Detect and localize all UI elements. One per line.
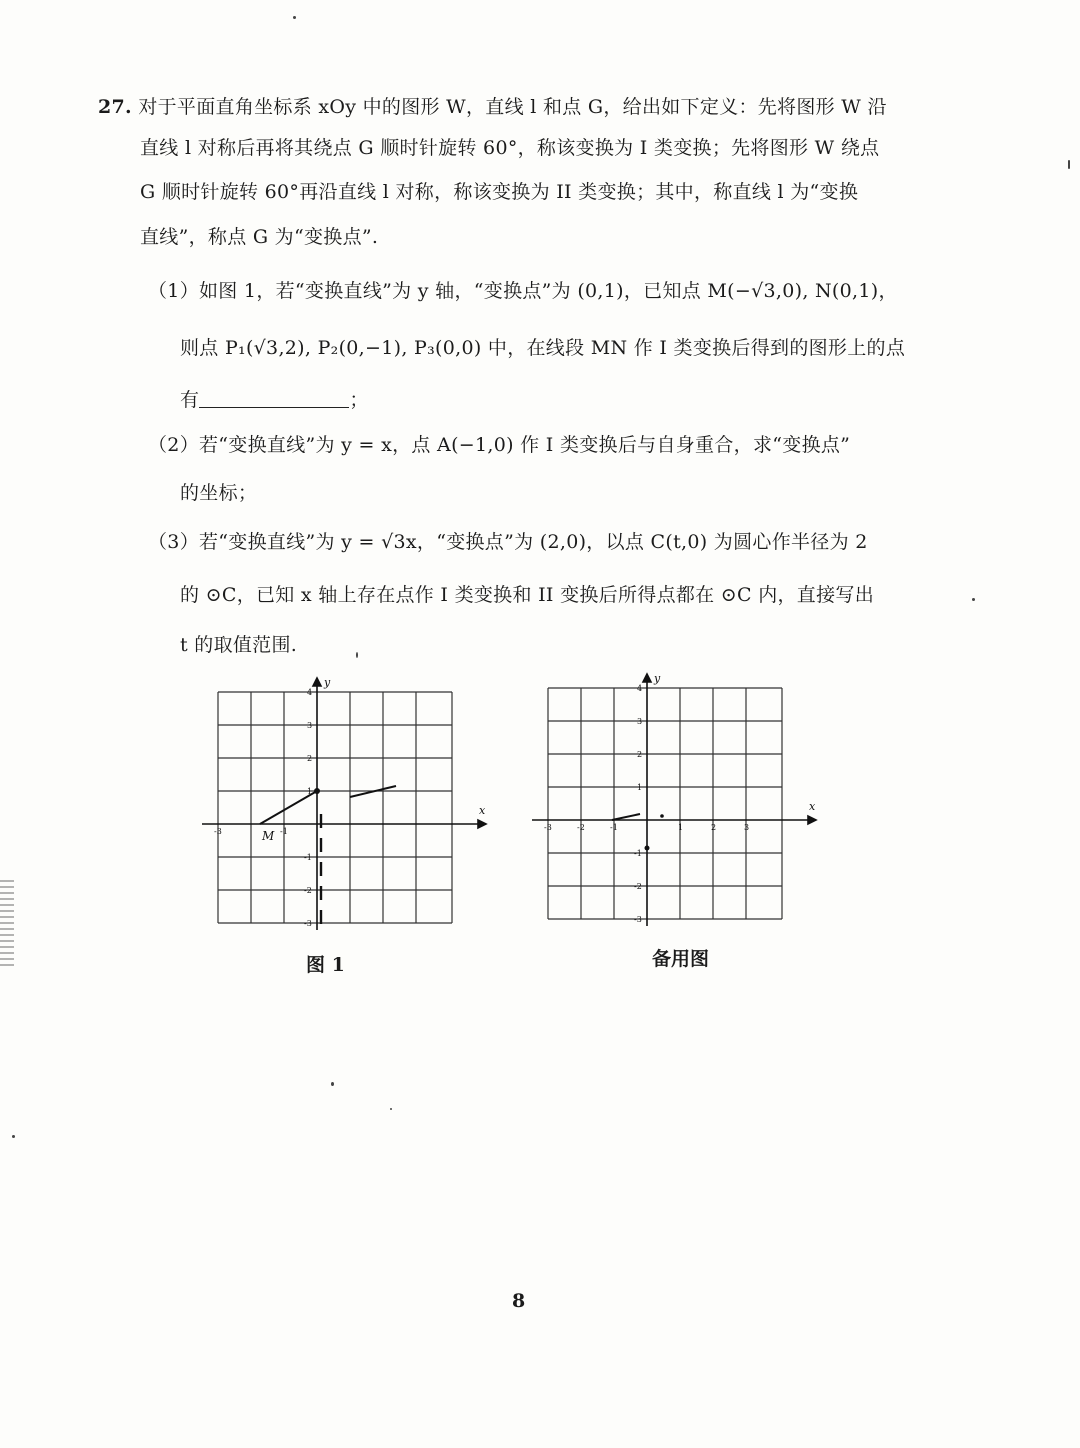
y-tick-label: 2	[637, 750, 643, 759]
scan-speck	[356, 652, 358, 658]
x-tick-label: 2	[711, 823, 717, 832]
y-axis-label: y	[324, 676, 331, 689]
part1-line-2: 则点 P₁(√3,2), P₂(0,−1), P₃(0,0) 中，在线段 MN 作 I 类变换后得到的图形上的点	[180, 337, 906, 359]
x-axis-arrow	[808, 816, 816, 824]
point-label-m: M	[262, 829, 275, 843]
page-number: 8	[512, 1290, 526, 1312]
y-tick-label: 4	[307, 688, 313, 697]
part1-line-3	[180, 385, 369, 412]
y-tick-label: -3	[634, 915, 642, 924]
scan-speck	[972, 598, 975, 601]
x-tick-label: 3	[744, 823, 750, 832]
figure-2-gridlines	[548, 688, 782, 919]
scan-speck	[1068, 160, 1070, 169]
scan-speck	[331, 1082, 334, 1086]
figure-1-caption: 图 1	[306, 954, 345, 976]
x-axis-label: x	[809, 800, 816, 813]
part1-line-1: （1）如图 1，若“变换直线”为 y 轴，“变换点”为 (0,1)，已知点 M(−√3,0), N(0,1)，	[148, 280, 898, 302]
x-axis-arrow	[478, 820, 486, 828]
scan-edge-noise	[0, 880, 14, 970]
y-tick-label: 1	[637, 783, 643, 792]
x-tick-label: -1	[280, 827, 288, 836]
problem-intro-line-1	[98, 92, 887, 119]
y-tick-label: 4	[637, 684, 643, 693]
figure-1-gridlines	[218, 692, 452, 923]
x-tick-label: -3	[544, 823, 552, 832]
y-tick-label: -1	[634, 849, 642, 858]
pencil-dot	[645, 846, 650, 851]
problem-number: 27.	[98, 96, 132, 118]
problem-intro-line-3: G 顺时针旋转 60°再沿直线 l 对称，称该变换为 II 类变换；其中，称直线 l 为“变换	[140, 181, 859, 203]
part1-answer-prefix: 有	[180, 389, 200, 411]
figure-2-caption: 备用图	[652, 948, 710, 970]
y-axis-label: y	[654, 672, 661, 685]
point-n	[314, 788, 320, 794]
y-tick-label: -1	[304, 853, 312, 862]
pencil-dot	[660, 814, 664, 818]
y-axis-arrow	[313, 678, 321, 686]
part3-line-2: 的 ⊙C，已知 x 轴上存在点作 I 类变换和 II 变换后所得点都在 ⊙C 内，直接写出	[180, 584, 875, 606]
scan-speck	[390, 1108, 392, 1110]
x-axis-label: x	[479, 804, 486, 817]
pencil-mark	[612, 814, 640, 820]
figure-1	[198, 674, 498, 934]
part1-answer-blank[interactable]	[199, 391, 349, 408]
figure-1-axes	[202, 678, 486, 930]
figure-1-grid	[198, 674, 498, 934]
figure-2	[528, 670, 828, 930]
x-tick-label: -1	[610, 823, 618, 832]
y-tick-label: 2	[307, 754, 313, 763]
part2-line-1: （2）若“变换直线”为 y = x，点 A(−1,0) 作 I 类变换后与自身重合，求“变换点”	[148, 434, 851, 456]
x-tick-label: 1	[678, 823, 684, 832]
figure-2-axes	[532, 674, 816, 926]
figure-2-grid	[528, 670, 828, 930]
part1-answer-end: ；	[349, 389, 369, 411]
y-tick-label: -2	[634, 882, 642, 891]
part3-line-3: t 的取值范围.	[180, 634, 298, 656]
problem-intro-line-2: 直线 l 对称后再将其绕点 G 顺时针旋转 60°，称该变换为 I 类变换；先将图形 W 绕点	[140, 137, 880, 159]
x-tick-label: -3	[214, 827, 222, 836]
x-tick-label: -2	[577, 823, 585, 832]
intro-text-1: 对于平面直角坐标系 xOy 中的图形 W，直线 l 和点 G，给出如下定义：先将图形 W 沿	[138, 96, 887, 118]
y-tick-label: 1	[307, 787, 313, 796]
y-tick-label: -3	[304, 919, 312, 928]
scan-speck	[12, 1135, 15, 1138]
y-tick-label: 3	[307, 721, 313, 730]
part2-line-2: 的坐标；	[180, 482, 258, 504]
y-tick-label: 3	[637, 717, 643, 726]
problem-intro-line-4: 直线”，称点 G 为“变换点”.	[140, 226, 379, 248]
y-axis-arrow	[643, 674, 651, 682]
y-tick-label: -2	[304, 886, 312, 895]
scan-speck	[293, 16, 296, 19]
part3-line-1: （3）若“变换直线”为 y = √3x，“变换点”为 (2,0)，以点 C(t,0) 为圆心作半径为 2	[148, 531, 868, 553]
